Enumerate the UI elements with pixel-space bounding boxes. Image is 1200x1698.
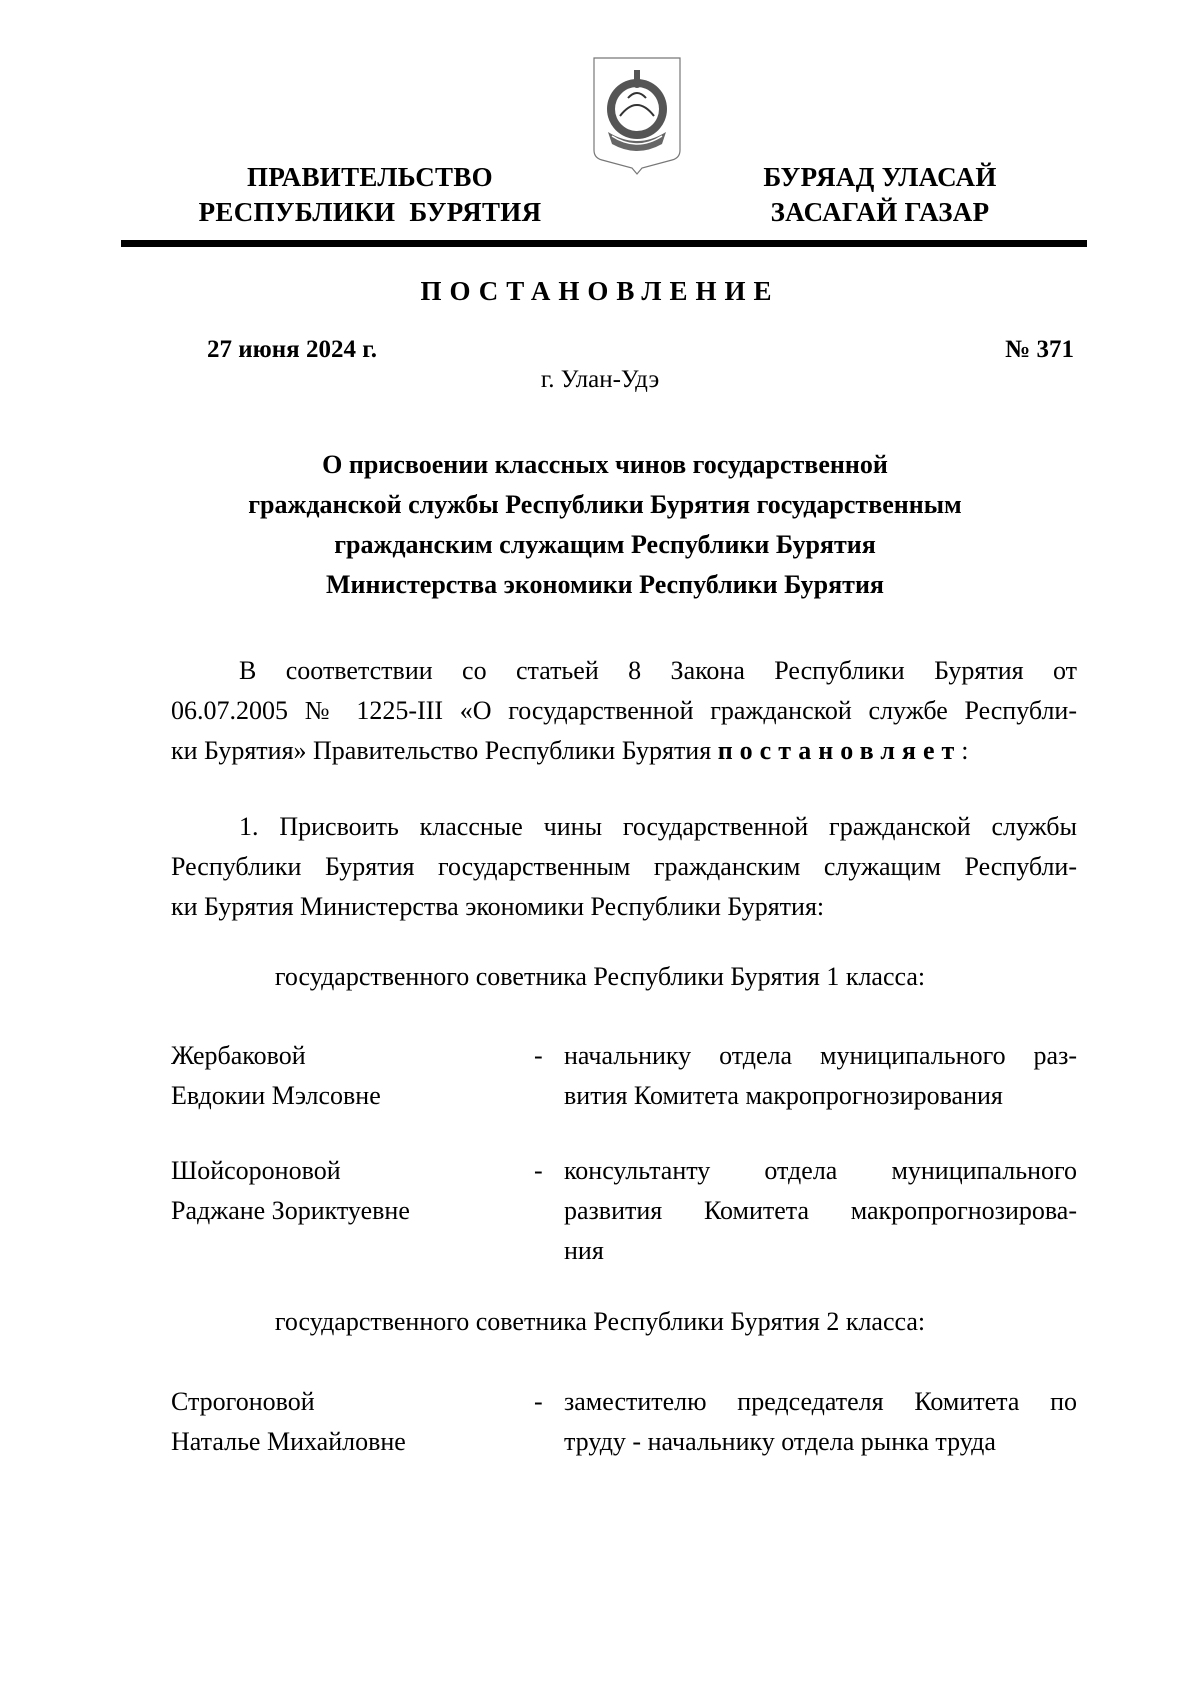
item-line: 1. Присвоить классные чины государственной гражданской службы [239, 812, 1077, 841]
person-position: заместителю председателя Комитета по труду - начальнику отдела рынка труда [564, 1387, 1077, 1456]
organization-name-ru [170, 160, 570, 230]
document-type: ПОСТАНОВЛЕНИЕ [420, 276, 780, 306]
organization-name-bur [730, 160, 1030, 230]
item-line: Республики Бурятия государственным гражданским служащим Республи- [171, 852, 1077, 881]
document-title [170, 445, 1040, 605]
org-bur-line2: ЗАСАГАЙ ГАЗАР [770, 197, 990, 227]
dash-separator: - [534, 1156, 543, 1185]
person-position: консультанту отдела муниципального развития Комитета макропрогнозирова- ния [564, 1156, 1077, 1265]
class-heading: государственного советника Республики Бурятия 1 класса: [274, 962, 926, 991]
item-line: ки Бурятия Министерства экономики Республики Бурятия: [171, 892, 825, 921]
title-line: О присвоении классных чинов государственной [322, 450, 888, 479]
header-divider [121, 240, 1087, 247]
item-1-paragraph [171, 807, 1077, 927]
person-name: Жербаковой Евдокии Мэлсовне [171, 1041, 381, 1110]
document-city: г. Улан-Удэ [540, 366, 660, 393]
title-line: гражданским служащим Республики Бурятия [334, 530, 876, 559]
person-position: начальнику отдела муниципального раз- вития Комитета макропрогнозирования [564, 1041, 1077, 1110]
class-heading: государственного советника Республики Бурятия 2 класса: [274, 1307, 926, 1336]
preamble-paragraph: В соответствии со статьей 8 Закона Республики Бурятия от 06.07.2005 № 1225-III «О государственной гражданской службе Республи- ки Бурятия» Правительство Республики Бурятия постановляет: [171, 656, 1077, 765]
document-number: № 371 [1005, 336, 1074, 363]
preamble-line: В соответствии со статьей 8 Закона Республики Бурятия от [239, 656, 1077, 685]
title-line: гражданской службы Республики Бурятия государственным [248, 490, 962, 519]
org-ru-line2: РЕСПУБЛИКИ БУРЯТИЯ [198, 197, 542, 227]
person-name: Шойсороновой Раджане Зориктуевне [171, 1156, 410, 1225]
resolution-keyword: постановляет [717, 736, 962, 765]
coat-of-arms-icon [590, 54, 684, 176]
dash-separator: - [534, 1387, 543, 1416]
person-name: Строгоновой Наталье Михайловне [171, 1387, 406, 1456]
preamble-line: 06.07.2005 № 1225-III «О государственной гражданской службе Республи- [171, 696, 1077, 725]
dash-separator: - [534, 1041, 543, 1070]
title-line: Министерства экономики Республики Бурятия [326, 570, 884, 599]
preamble-line: ки Бурятия» Правительство Республики Бурятия [171, 736, 718, 765]
org-ru-line1: ПРАВИТЕЛЬСТВО [247, 162, 493, 192]
document-date: 27 июня 2024 г. [207, 336, 377, 363]
org-bur-line1: БУРЯАД УЛАСАЙ [763, 162, 997, 192]
